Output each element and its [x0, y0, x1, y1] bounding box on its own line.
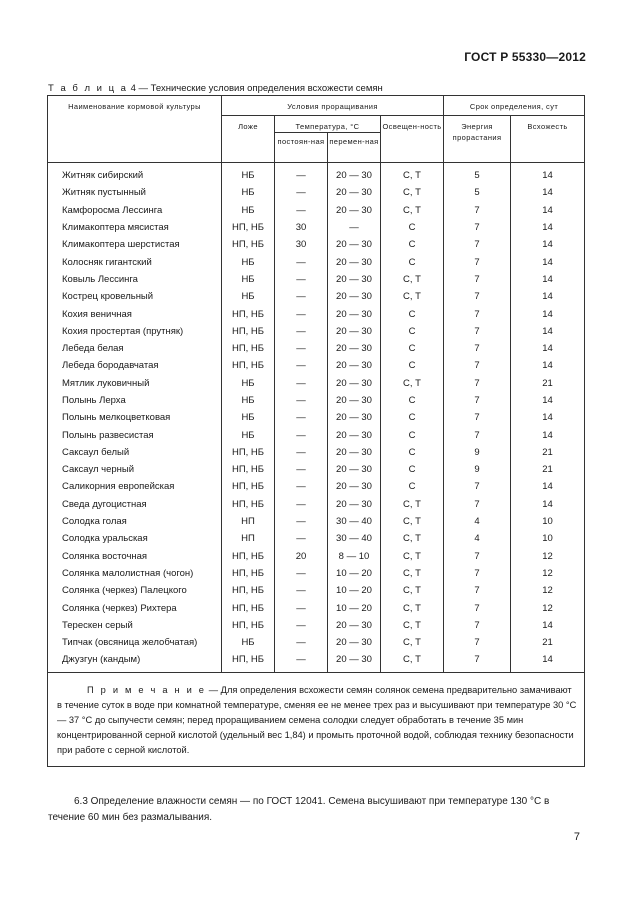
cell-lighting: С, Т — [381, 202, 444, 219]
cell-lighting: С, Т — [381, 513, 444, 530]
cell-lighting: С, Т — [381, 496, 444, 513]
cell-germination: 21 — [511, 375, 585, 392]
table-row — [48, 634, 585, 651]
table-row — [48, 323, 585, 340]
cell-germination: 14 — [511, 323, 585, 340]
cell-germination: 21 — [511, 461, 585, 478]
cell-germination-energy: 7 — [444, 426, 511, 443]
note-text: — Для определения всхожести семян солянок семена предварительно замачивают в течение суток в воде при комнатной температуре, сменяя ее не менее трех раз и высушивают при температуре 30 °С — 37 °С до сыпучести семян; перед проращиванием семена солодки следует обработать в течение 35 мин концентрированной серной кислотой (удельный вес 1,84) и промыть проточной водой, соблюдая технику безопасности при работе с серной кислотой. — [57, 684, 577, 755]
table-row — [48, 478, 585, 495]
cell-temp-variable: 10 — 20 — [328, 599, 381, 616]
cell-bed: НБ — [222, 634, 275, 651]
cell-temp-constant: — — [275, 513, 328, 530]
cell-germination: 14 — [511, 617, 585, 634]
cell-temp-constant: 30 — [275, 219, 328, 236]
cell-temp-variable: 20 — 30 — [328, 634, 381, 651]
cell-temp-constant: — — [275, 461, 328, 478]
cell-temp-constant: — — [275, 357, 328, 374]
cell-temp-variable: 20 — 30 — [328, 253, 381, 270]
cell-bed: НБ — [222, 426, 275, 443]
cell-temp-variable: 20 — 30 — [328, 617, 381, 634]
cell-crop-name: Саксаул черный — [48, 461, 222, 478]
cell-lighting: С — [381, 219, 444, 236]
cell-crop-name: Полынь Лерха — [48, 392, 222, 409]
table-caption — [48, 83, 383, 94]
cell-bed: НБ — [222, 163, 275, 185]
cell-lighting: С — [381, 357, 444, 374]
cell-germination-energy: 9 — [444, 444, 511, 461]
cell-crop-name: Мятлик луковичный — [48, 375, 222, 392]
cell-germination-energy: 7 — [444, 305, 511, 322]
cell-temp-variable: 20 — 30 — [328, 357, 381, 374]
header-crop: Наименование кормовой культуры — [48, 96, 222, 163]
cell-bed: НП, НБ — [222, 219, 275, 236]
cell-crop-name: Колосняк гигантский — [48, 253, 222, 270]
cell-crop-name: Житняк сибирский — [48, 163, 222, 185]
cell-temp-constant: — — [275, 202, 328, 219]
cell-bed: НП — [222, 530, 275, 547]
cell-crop-name: Солодка голая — [48, 513, 222, 530]
cell-lighting: С — [381, 392, 444, 409]
cell-crop-name: Кохия простертая (прутняк) — [48, 323, 222, 340]
table-row — [48, 305, 585, 322]
cell-lighting: С, Т — [381, 163, 444, 185]
cell-temp-constant: — — [275, 184, 328, 201]
cell-germination: 12 — [511, 548, 585, 565]
cell-crop-name: Солянка (черкез) Палецкого — [48, 582, 222, 599]
cell-crop-name: Лебеда бородавчатая — [48, 357, 222, 374]
cell-crop-name: Терескен серый — [48, 617, 222, 634]
cell-temp-variable: 20 — 30 — [328, 202, 381, 219]
cell-crop-name: Камфоросма Лессинга — [48, 202, 222, 219]
cell-lighting: С — [381, 253, 444, 270]
cell-germination: 14 — [511, 219, 585, 236]
table-row — [48, 444, 585, 461]
cell-germination: 14 — [511, 478, 585, 495]
cell-lighting: С — [381, 409, 444, 426]
cell-bed: НП, НБ — [222, 444, 275, 461]
cell-lighting: С, Т — [381, 288, 444, 305]
cell-bed: НП, НБ — [222, 236, 275, 253]
cell-temp-constant: — — [275, 496, 328, 513]
table-row — [48, 651, 585, 672]
table-row — [48, 426, 585, 443]
cell-temp-constant: — — [275, 582, 328, 599]
cell-temp-constant: — — [275, 634, 328, 651]
cell-germination: 14 — [511, 305, 585, 322]
cell-crop-name: Лебеда белая — [48, 340, 222, 357]
cell-bed: НБ — [222, 202, 275, 219]
cell-bed: НБ — [222, 409, 275, 426]
cell-germination: 10 — [511, 530, 585, 547]
cell-bed: НП, НБ — [222, 565, 275, 582]
cell-germination: 10 — [511, 513, 585, 530]
cell-temp-variable: 20 — 30 — [328, 651, 381, 672]
cell-lighting: С, Т — [381, 617, 444, 634]
cell-temp-variable: 20 — 30 — [328, 163, 381, 185]
cell-germination: 14 — [511, 236, 585, 253]
cell-temp-constant: 30 — [275, 236, 328, 253]
cell-crop-name: Климакоптера мясистая — [48, 219, 222, 236]
header-conditions: Условия проращивания — [222, 96, 444, 116]
header-deadline: Срок определения, сут — [444, 96, 585, 116]
cell-temp-constant: — — [275, 426, 328, 443]
cell-germination-energy: 7 — [444, 323, 511, 340]
cell-germination-energy: 7 — [444, 340, 511, 357]
cell-temp-constant: — — [275, 530, 328, 547]
header-constant: постоян-ная — [275, 133, 328, 163]
cell-temp-constant: — — [275, 444, 328, 461]
cell-bed: НП, НБ — [222, 478, 275, 495]
cell-temp-constant: — — [275, 409, 328, 426]
cell-temp-constant: — — [275, 271, 328, 288]
cell-lighting: С — [381, 305, 444, 322]
cell-bed: НБ — [222, 271, 275, 288]
cell-bed: НП, НБ — [222, 357, 275, 374]
cell-germination: 14 — [511, 357, 585, 374]
table-row — [48, 202, 585, 219]
cell-germination-energy: 7 — [444, 357, 511, 374]
cell-lighting: С — [381, 323, 444, 340]
cell-crop-name: Ковыль Лессинга — [48, 271, 222, 288]
table-row — [48, 530, 585, 547]
cell-germination-energy: 4 — [444, 530, 511, 547]
cell-germination: 12 — [511, 582, 585, 599]
cell-germination-energy: 7 — [444, 478, 511, 495]
table-row — [48, 271, 585, 288]
header-variable: перемен-ная — [328, 133, 381, 163]
cell-temp-constant: — — [275, 478, 328, 495]
table-row — [48, 461, 585, 478]
cell-temp-variable: 20 — 30 — [328, 288, 381, 305]
cell-crop-name: Полынь мелкоцветковая — [48, 409, 222, 426]
cell-germination-energy: 7 — [444, 219, 511, 236]
cell-lighting: С — [381, 461, 444, 478]
cell-temp-variable: 30 — 40 — [328, 513, 381, 530]
cell-bed: НБ — [222, 184, 275, 201]
cell-temp-variable: 20 — 30 — [328, 496, 381, 513]
cell-lighting: С, Т — [381, 634, 444, 651]
table-note — [48, 672, 585, 766]
cell-germination-energy: 7 — [444, 202, 511, 219]
cell-temp-variable: 20 — 30 — [328, 461, 381, 478]
table-row — [48, 357, 585, 374]
cell-germination-energy: 7 — [444, 253, 511, 270]
table-row — [48, 163, 585, 185]
cell-crop-name: Климакоптера шерстистая — [48, 236, 222, 253]
cell-germination-energy: 7 — [444, 634, 511, 651]
cell-temp-constant: — — [275, 163, 328, 185]
table-row — [48, 375, 585, 392]
cell-temp-variable: 20 — 30 — [328, 236, 381, 253]
cell-germination: 14 — [511, 288, 585, 305]
cell-temp-variable: — — [328, 219, 381, 236]
cell-lighting: С, Т — [381, 271, 444, 288]
cell-temp-constant: — — [275, 288, 328, 305]
cell-germination: 12 — [511, 599, 585, 616]
cell-germination: 14 — [511, 184, 585, 201]
cell-temp-variable: 10 — 20 — [328, 582, 381, 599]
header-energy: Энергия прорастания — [444, 116, 511, 163]
cell-bed: НБ — [222, 288, 275, 305]
cell-temp-constant: — — [275, 599, 328, 616]
table-row — [48, 219, 585, 236]
cell-germination: 12 — [511, 565, 585, 582]
cell-bed: НБ — [222, 392, 275, 409]
cell-temp-variable: 20 — 30 — [328, 426, 381, 443]
table-row — [48, 582, 585, 599]
table-body — [48, 163, 585, 673]
page-number: 7 — [573, 831, 580, 843]
cell-temp-constant: — — [275, 565, 328, 582]
cell-crop-name: Саксаул белый — [48, 444, 222, 461]
cell-temp-constant: — — [275, 617, 328, 634]
cell-bed: НП, НБ — [222, 651, 275, 672]
cell-temp-variable: 20 — 30 — [328, 340, 381, 357]
cell-bed: НБ — [222, 253, 275, 270]
table-caption-text: 4 — Технические условия определения всхожести семян — [130, 83, 383, 94]
cell-lighting: С, Т — [381, 375, 444, 392]
cell-germination-energy: 7 — [444, 565, 511, 582]
cell-bed: НП, НБ — [222, 496, 275, 513]
cell-lighting: С — [381, 340, 444, 357]
cell-temp-variable: 20 — 30 — [328, 305, 381, 322]
table-row — [48, 392, 585, 409]
cell-crop-name: Кохия веничная — [48, 305, 222, 322]
cell-germination-energy: 7 — [444, 496, 511, 513]
seed-germination-table — [47, 95, 585, 767]
cell-lighting: С — [381, 478, 444, 495]
cell-temp-variable: 20 — 30 — [328, 375, 381, 392]
cell-bed: НП, НБ — [222, 305, 275, 322]
cell-germination: 14 — [511, 651, 585, 672]
cell-germination-energy: 7 — [444, 617, 511, 634]
paragraph-text: 6.3 Определение влажности семян — по ГОСТ 12041. Семена высушивают при температуре 130 °С в течение 60 мин без размалывания. — [48, 796, 550, 823]
cell-temp-constant: 20 — [275, 548, 328, 565]
cell-germination-energy: 7 — [444, 236, 511, 253]
cell-germination-energy: 7 — [444, 599, 511, 616]
table-row — [48, 599, 585, 616]
cell-crop-name: Солодка уральская — [48, 530, 222, 547]
cell-temp-constant: — — [275, 323, 328, 340]
cell-germination: 14 — [511, 253, 585, 270]
cell-germination: 14 — [511, 340, 585, 357]
cell-germination: 21 — [511, 634, 585, 651]
cell-temp-constant: — — [275, 305, 328, 322]
cell-bed: НП, НБ — [222, 340, 275, 357]
cell-lighting: С, Т — [381, 184, 444, 201]
cell-germination: 14 — [511, 163, 585, 185]
header-bed: Ложе — [222, 116, 275, 163]
cell-lighting: С, Т — [381, 582, 444, 599]
table-row — [48, 253, 585, 270]
header-lighting: Освещен-ность — [381, 116, 444, 163]
cell-crop-name: Житняк пустынный — [48, 184, 222, 201]
cell-temp-variable: 20 — 30 — [328, 409, 381, 426]
cell-crop-name: Солянка малолистная (чогон) — [48, 565, 222, 582]
cell-bed: НП, НБ — [222, 548, 275, 565]
cell-germination: 14 — [511, 271, 585, 288]
cell-temp-variable: 20 — 30 — [328, 392, 381, 409]
cell-bed: НП — [222, 513, 275, 530]
table-row — [48, 288, 585, 305]
table-row — [48, 548, 585, 565]
cell-crop-name: Джузгун (кандым) — [48, 651, 222, 672]
table-row — [48, 513, 585, 530]
cell-lighting: С — [381, 444, 444, 461]
cell-crop-name: Сведа дугоцистная — [48, 496, 222, 513]
table-caption-prefix: Т а б л и ц а — [48, 83, 128, 94]
cell-germination-energy: 7 — [444, 288, 511, 305]
table-row — [48, 565, 585, 582]
table-row — [48, 617, 585, 634]
cell-bed: НП, НБ — [222, 617, 275, 634]
note-label: П р и м е ч а н и е — [87, 684, 207, 695]
header-germination: Всхожесть — [511, 116, 585, 163]
cell-temp-constant: — — [275, 392, 328, 409]
cell-bed: НБ — [222, 375, 275, 392]
cell-bed: НП, НБ — [222, 323, 275, 340]
cell-temp-variable: 10 — 20 — [328, 565, 381, 582]
cell-germination-energy: 4 — [444, 513, 511, 530]
cell-lighting: С, Т — [381, 530, 444, 547]
cell-lighting: С — [381, 426, 444, 443]
cell-temp-variable: 8 — 10 — [328, 548, 381, 565]
cell-germination-energy: 9 — [444, 461, 511, 478]
cell-germination-energy: 5 — [444, 184, 511, 201]
cell-lighting: С, Т — [381, 651, 444, 672]
table-row — [48, 409, 585, 426]
cell-temp-variable: 20 — 30 — [328, 478, 381, 495]
cell-lighting: С — [381, 236, 444, 253]
cell-temp-variable: 20 — 30 — [328, 323, 381, 340]
cell-crop-name: Полынь развесистая — [48, 426, 222, 443]
table-row — [48, 236, 585, 253]
cell-lighting: С, Т — [381, 565, 444, 582]
cell-temp-constant: — — [275, 375, 328, 392]
cell-bed: НП, НБ — [222, 599, 275, 616]
paragraph-6-3 — [48, 794, 588, 826]
table-row — [48, 496, 585, 513]
cell-crop-name: Солянка (черкез) Рихтера — [48, 599, 222, 616]
cell-germination-energy: 7 — [444, 375, 511, 392]
document-id: ГОСТ Р 55330—2012 — [464, 50, 586, 64]
cell-germination-energy: 5 — [444, 163, 511, 185]
cell-crop-name: Саликорния европейская — [48, 478, 222, 495]
cell-lighting: С, Т — [381, 548, 444, 565]
cell-germination-energy: 7 — [444, 271, 511, 288]
cell-germination: 14 — [511, 496, 585, 513]
cell-germination-energy: 7 — [444, 548, 511, 565]
cell-crop-name: Типчак (овсяница желобчатая) — [48, 634, 222, 651]
cell-germination: 14 — [511, 409, 585, 426]
cell-germination-energy: 7 — [444, 651, 511, 672]
cell-temp-variable: 20 — 30 — [328, 184, 381, 201]
header-temperature: Температура, °С — [275, 116, 381, 133]
cell-temp-variable: 20 — 30 — [328, 444, 381, 461]
cell-temp-variable: 20 — 30 — [328, 271, 381, 288]
cell-germination: 14 — [511, 392, 585, 409]
cell-germination-energy: 7 — [444, 582, 511, 599]
cell-crop-name: Кострец кровельный — [48, 288, 222, 305]
cell-bed: НП, НБ — [222, 582, 275, 599]
cell-temp-constant: — — [275, 340, 328, 357]
table-row — [48, 184, 585, 201]
cell-germination-energy: 7 — [444, 409, 511, 426]
cell-germination: 21 — [511, 444, 585, 461]
cell-bed: НП, НБ — [222, 461, 275, 478]
cell-germination: 14 — [511, 426, 585, 443]
cell-temp-constant: — — [275, 253, 328, 270]
cell-germination-energy: 7 — [444, 392, 511, 409]
cell-germination: 14 — [511, 202, 585, 219]
cell-temp-variable: 30 — 40 — [328, 530, 381, 547]
cell-lighting: С, Т — [381, 599, 444, 616]
cell-temp-constant: — — [275, 651, 328, 672]
cell-crop-name: Солянка восточная — [48, 548, 222, 565]
table-row — [48, 340, 585, 357]
